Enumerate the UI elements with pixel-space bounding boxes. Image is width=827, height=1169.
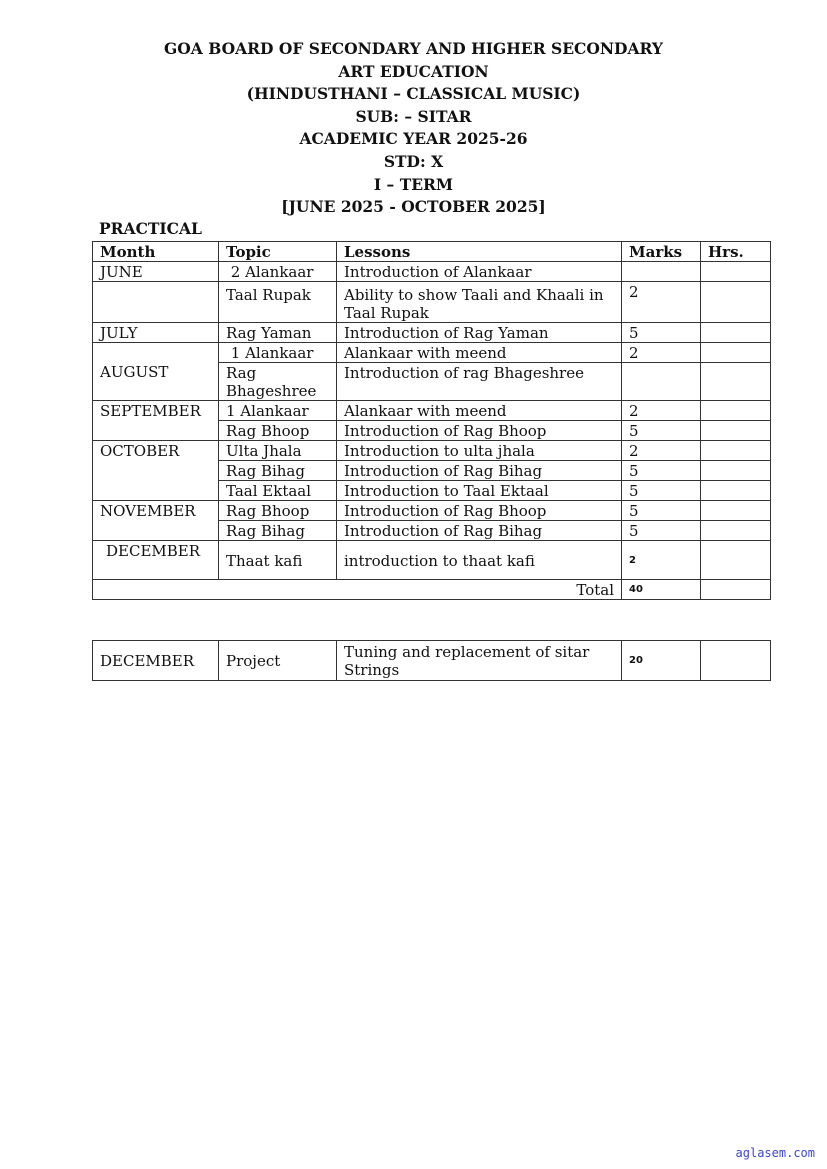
- hrs-cell: [701, 262, 771, 282]
- month-cell: OCTOBER: [93, 441, 219, 501]
- month-cell: [93, 282, 219, 323]
- topic-cell: 1 Alankaar: [219, 401, 337, 421]
- hrs-cell: [701, 363, 771, 401]
- table-row: [93, 501, 771, 521]
- lesson-cell: Alankaar with meend: [337, 401, 622, 421]
- topic-cell: 1 Alankaar: [219, 343, 337, 363]
- topic-cell: Taal Rupak: [219, 282, 337, 323]
- lesson-cell: Ability to show Taali and Khaali in Taal Rupak: [337, 282, 622, 323]
- marks-cell: [622, 363, 701, 401]
- total-label: Total: [93, 580, 622, 600]
- term: I – TERM: [373, 174, 454, 194]
- table-row: [93, 641, 771, 681]
- topic-cell: Rag Bihag: [219, 461, 337, 481]
- lesson-cell: Introduction of Rag Bihag: [337, 521, 622, 541]
- subject-area: ART EDUCATION: [338, 61, 489, 81]
- practical-syllabus-table: [92, 241, 771, 600]
- month-cell: DECEMBER: [93, 541, 219, 580]
- total-value: 40: [622, 580, 701, 600]
- column-header-marks: Marks: [622, 242, 701, 262]
- table-header-row: [93, 242, 771, 262]
- hrs-cell: [701, 282, 771, 323]
- topic-cell: Rag Bihag: [219, 521, 337, 541]
- section-label-practical: PRACTICAL: [99, 219, 202, 238]
- hrs-cell: [701, 481, 771, 501]
- lesson-cell: Introduction of Rag Yaman: [337, 323, 622, 343]
- lesson-cell: Introduction of Alankaar: [337, 262, 622, 282]
- marks-cell: 20: [622, 641, 701, 681]
- lesson-cell: Introduction of Rag Bihag: [337, 461, 622, 481]
- standard: STD: X: [383, 151, 444, 171]
- table-row: [93, 441, 771, 461]
- lesson-cell: Introduction to Taal Ektaal: [337, 481, 622, 501]
- academic-year: ACADEMIC YEAR 2025-26: [299, 129, 528, 149]
- watermark-link[interactable]: aglasem.com: [735, 1146, 815, 1160]
- marks-cell: 5: [622, 501, 701, 521]
- marks-cell: 5: [622, 461, 701, 481]
- lesson-cell: Tuning and replacement of sitar Strings: [337, 641, 622, 681]
- hrs-cell: [701, 580, 771, 600]
- hrs-cell: [701, 401, 771, 421]
- column-header-topic: Topic: [219, 242, 337, 262]
- topic-cell: Rag Bhoop: [219, 501, 337, 521]
- marks-cell: 2: [622, 541, 701, 580]
- marks-cell: 2: [622, 343, 701, 363]
- column-header-lessons: Lessons: [337, 242, 622, 262]
- month-cell: SEPTEMBER: [93, 401, 219, 441]
- marks-cell: 2: [622, 401, 701, 421]
- month-cell: JUNE: [93, 262, 219, 282]
- hrs-cell: [701, 323, 771, 343]
- lesson-cell: Introduction of Rag Bhoop: [337, 421, 622, 441]
- table-row: [93, 323, 771, 343]
- marks-cell: 5: [622, 521, 701, 541]
- lesson-cell: Introduction of rag Bhageshree: [337, 363, 622, 401]
- hrs-cell: [701, 461, 771, 481]
- month-cell: JULY: [93, 323, 219, 343]
- table-row: [93, 541, 771, 580]
- hrs-cell: [701, 421, 771, 441]
- marks-cell: 2: [622, 441, 701, 461]
- topic-cell: Thaat kafi: [219, 541, 337, 580]
- topic-cell: Taal Ektaal: [219, 481, 337, 501]
- column-header-hrs: Hrs.: [701, 242, 771, 262]
- hrs-cell: [701, 641, 771, 681]
- hrs-cell: [701, 541, 771, 580]
- column-header-month: Month: [93, 242, 219, 262]
- table-row: [93, 282, 771, 323]
- month-cell: AUGUST: [93, 343, 219, 401]
- topic-cell: Rag Bhoop: [219, 421, 337, 441]
- topic-cell: 2 Alankaar: [219, 262, 337, 282]
- hrs-cell: [701, 521, 771, 541]
- lesson-cell: Introduction to ulta jhala: [337, 441, 622, 461]
- subject-name: SUB: – SITAR: [355, 106, 472, 126]
- topic-cell: Rag Bhageshree: [219, 363, 337, 401]
- hrs-cell: [701, 501, 771, 521]
- marks-cell: 5: [622, 323, 701, 343]
- total-row: [93, 580, 771, 600]
- project-table: [92, 640, 771, 681]
- table-row: [93, 401, 771, 421]
- table-row: [93, 343, 771, 363]
- topic-cell: Rag Yaman: [219, 323, 337, 343]
- hrs-cell: [701, 343, 771, 363]
- hrs-cell: [701, 441, 771, 461]
- marks-cell: 5: [622, 481, 701, 501]
- month-cell: NOVEMBER: [93, 501, 219, 541]
- term-period: [JUNE 2025 - OCTOBER 2025]: [281, 197, 546, 217]
- topic-cell: Ulta Jhala: [219, 441, 337, 461]
- marks-cell: 5: [622, 421, 701, 441]
- board-title: GOA BOARD OF SECONDARY AND HIGHER SECONDARY: [164, 39, 663, 58]
- marks-cell: [622, 262, 701, 282]
- table-row: [93, 262, 771, 282]
- lesson-cell: Introduction of Rag Bhoop: [337, 501, 622, 521]
- marks-cell: 2: [622, 282, 701, 323]
- topic-cell: Project: [219, 641, 337, 681]
- music-type: (HINDUSTHANI – CLASSICAL MUSIC): [246, 84, 581, 104]
- lesson-cell: Alankaar with meend: [337, 343, 622, 363]
- lesson-cell: introduction to thaat kafi: [337, 541, 622, 580]
- month-cell: DECEMBER: [93, 641, 219, 681]
- document-header: [0, 38, 827, 219]
